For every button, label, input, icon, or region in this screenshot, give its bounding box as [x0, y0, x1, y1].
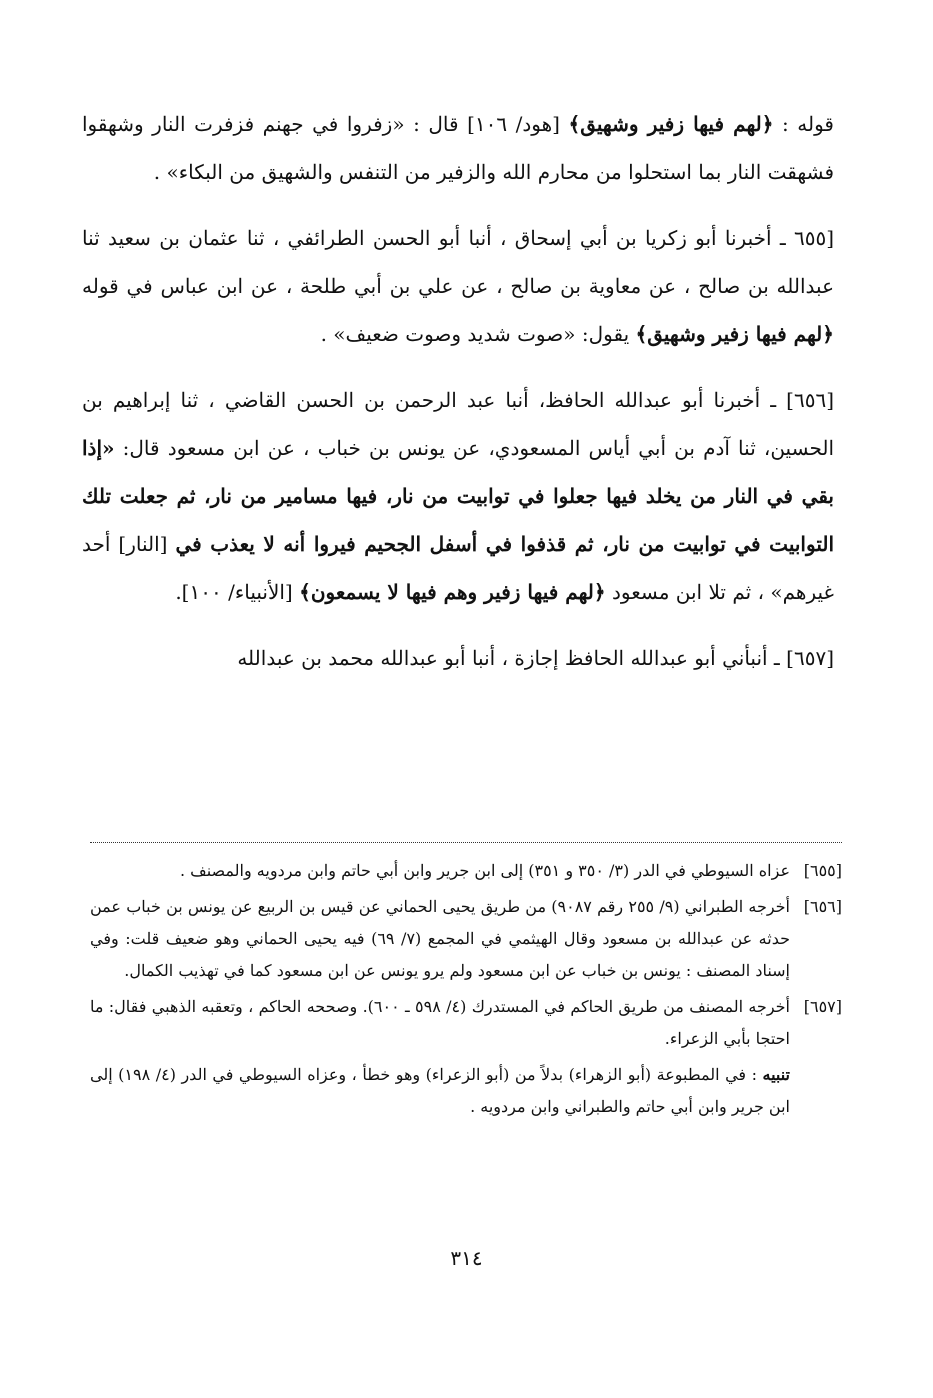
- footnote-656: [90, 891, 842, 987]
- paragraph-commentary: [82, 100, 834, 196]
- paragraph-lead: [٦٥٥ ـ أخبرنا أبو زكريا بن أبي إسحاق ، أنبا أبو الحسن الطرائفي ، ثنا عثمان بن سعيد ثنا عبدالله بن صالح ، عن معاوية بن صالح ، عن علي بن أبي طلحة ، عن ابن عباس في قوله: [82, 226, 834, 298]
- paragraph-text: يقول: «صوت شديد وصوت ضعيف» .: [320, 322, 636, 346]
- hadith-656: [82, 376, 834, 616]
- hadith-quote: «إذا بقي في النار من يخلد فيها جعلوا في توابيت من نار، فيها مسامير من نار، ثم جعلت تلك التوابيت في توابيت من نار، ثم قذفوا في أسفل الجحيم فيروا أنه لا يعذب في: [82, 436, 834, 556]
- footnote-text: عزاه السيوطي في الدر (٣/ ٣٥٠ و ٣٥١) إلى ابن جرير وابن أبي حاتم وابن مردويه والمصنف .: [179, 861, 790, 880]
- paragraph-lead: قوله :: [773, 112, 834, 136]
- hadith-655: [82, 214, 834, 358]
- footnote-ref: [٦٥٥]: [803, 861, 842, 880]
- paragraph-text: [النار] أحد غيرهم» ، ثم تلا ابن مسعود: [82, 532, 834, 604]
- paragraph-text: [هود/ ١٠٦] قال : «زفروا في جهنم فزفرت النار وشهقوا فشهقت النار بما استحلوا من محارم الله والزفير من التنفس والشهيق من البكاء» .: [82, 112, 834, 184]
- footnote-text: : في المطبوعة (أبو الزهراء) بدلاً من (أبو الزعراء) وهو خطأ ، وعزاه السيوطي في الدر (٤/ ١٩٨) إلى ابن جرير وابن أبي حاتم والطبراني وابن مردويه .: [90, 1065, 790, 1116]
- footnote-ref: [٦٥٦]: [803, 897, 842, 916]
- footnote-657: [90, 991, 842, 1055]
- footnote-text: أخرجه المصنف من طريق الحاكم في المستدرك (٤/ ٥٩٨ ـ ٦٠٠). وصححه الحاكم ، وتعقبه الذهبي فقال: ما احتجا بأبي الزعراء.: [90, 997, 790, 1048]
- footnote-655: [90, 855, 842, 887]
- hadith-657: [82, 634, 834, 682]
- footnote-divider: [90, 842, 842, 843]
- page-number: ٣١٤: [450, 1246, 483, 1270]
- quran-quote: ﴿لهم فيها زفير وشهيق﴾: [568, 112, 774, 136]
- paragraph-lead: [٦٥٦] ـ أخبرنا أبو عبدالله الحافظ، أنبا عبد الرحمن بن الحسن القاضي ، ثنا إبراهيم بن الحسين، ثنا آدم بن أبي أياس المسعودي، عن يونس بن خباب ، عن ابن مسعود قال:: [82, 388, 834, 460]
- footnote-text: أخرجه الطبراني (٩/ ٢٥٥ رقم ٩٠٨٧) من طريق يحيى الحماني عن قيس بن الربيع عن يونس بن خباب عمن حدثه عن عبدالله بن مسعود وقال الهيثمي في المجمع (٧/ ٦٩) فيه يحيى الحماني وهو ضعيف قلت: وفي إسناد المصنف : يونس بن خباب عن ابن مسعود ولم يرو يونس عن ابن مسعود كما في تهذيب الكمال.: [90, 897, 791, 980]
- main-text: [82, 100, 834, 700]
- quran-quote: ﴿لهم فيها زفير وشهيق﴾: [635, 322, 834, 346]
- paragraph-text: [الأنبياء/ ١٠٠].: [175, 580, 300, 604]
- footnote-tanbih: [90, 1059, 842, 1123]
- quran-quote: ﴿لهم فيها زفير وهم فيها لا يسمعون﴾: [299, 580, 606, 604]
- footnotes: [90, 855, 842, 1127]
- paragraph-text: [٦٥٧] ـ أنبأني أبو عبدالله الحافظ إجازة ، أنبا أبو عبدالله محمد بن عبدالله: [237, 646, 834, 670]
- footnote-ref: [٦٥٧]: [803, 997, 842, 1016]
- tanbih-label: تنبيه: [762, 1065, 790, 1084]
